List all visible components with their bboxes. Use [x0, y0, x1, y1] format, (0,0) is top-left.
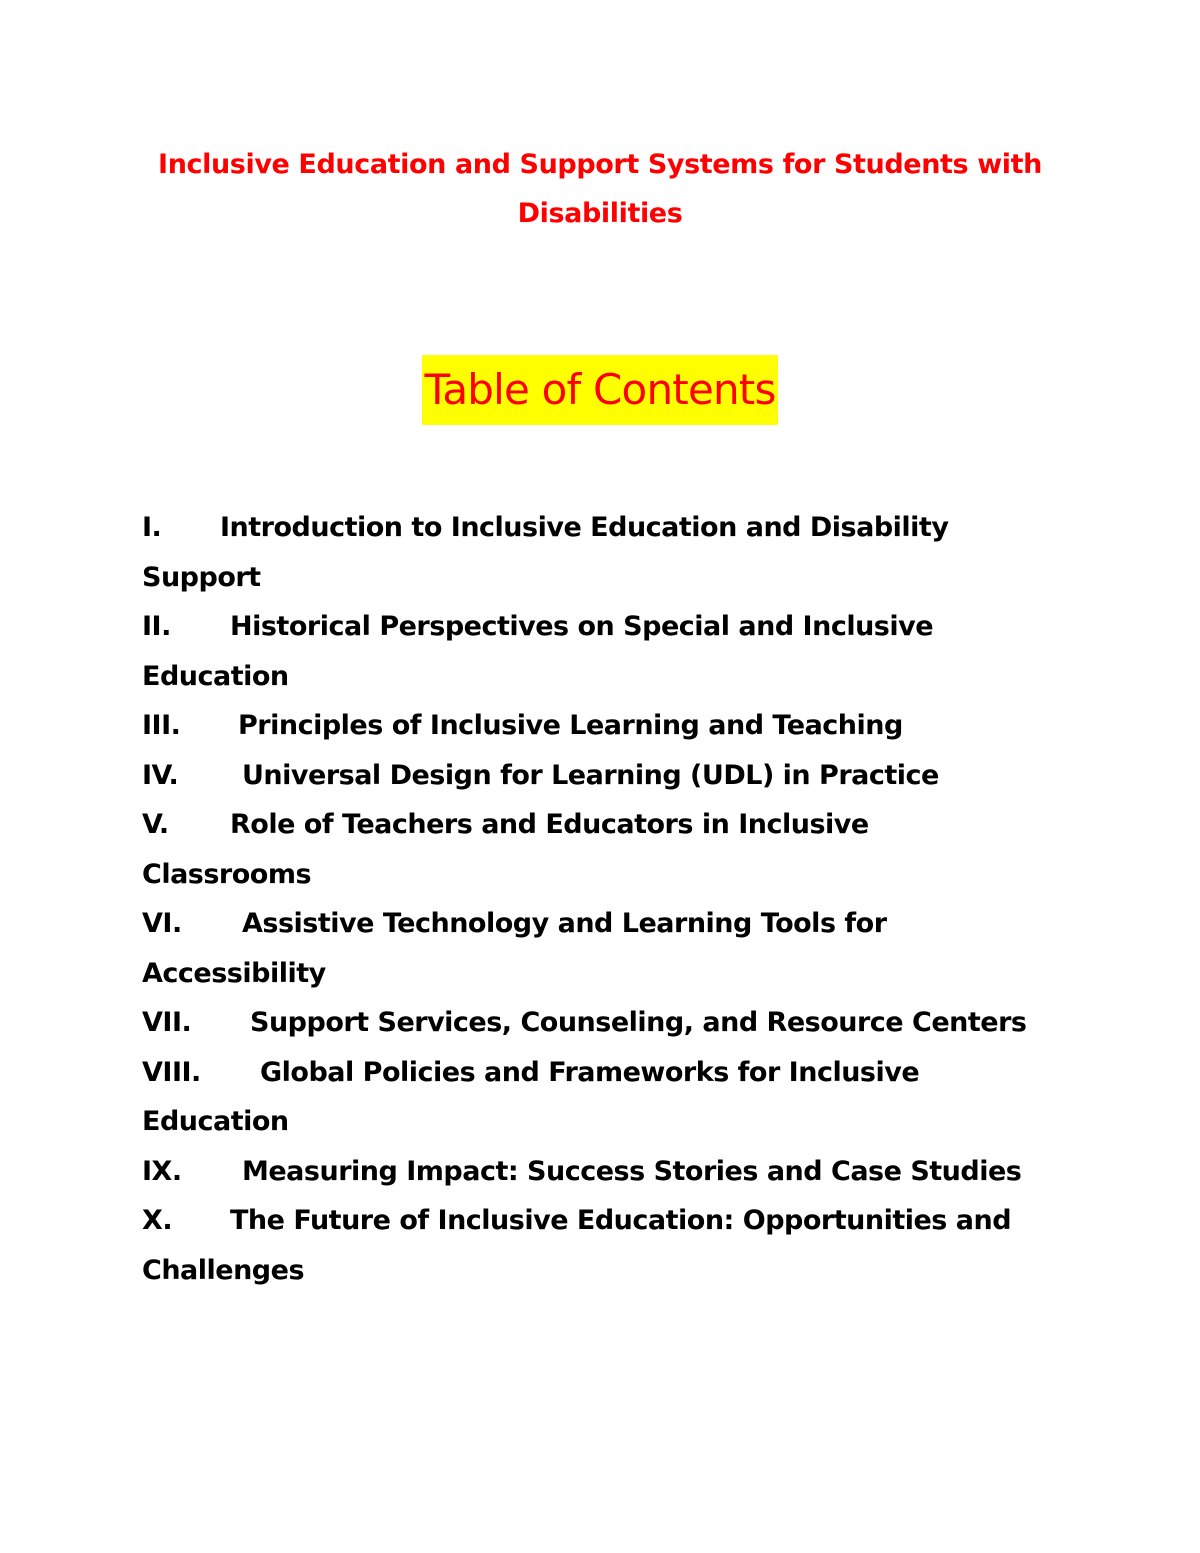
toc-heading-container — [0, 355, 1200, 425]
toc-numeral: VIII. — [142, 1056, 201, 1088]
toc-item-8 — [142, 1048, 1042, 1147]
toc-entry-text: Global Policies and Frameworks for Inclusive Education — [142, 1056, 920, 1137]
toc-item-1 — [142, 503, 1042, 602]
toc-numeral: VI. — [142, 908, 182, 939]
toc-entry-text: Universal Design for Learning (UDL) in Practice — [242, 759, 939, 791]
toc-item-7 — [142, 998, 1042, 1048]
toc-entry-text: The Future of Inclusive Education: Opportunities and Challenges — [142, 1205, 1012, 1286]
toc-numeral: IX. — [142, 1155, 182, 1187]
toc-entry-text: Assistive Technology and Learning Tools for Accessibility — [142, 908, 887, 989]
toc-numeral: V. — [142, 809, 169, 840]
toc-numeral: II. — [142, 611, 171, 642]
toc-entry-text: Support Services, Counseling, and Resource Centers — [250, 1007, 1027, 1038]
toc-numeral: IV. — [142, 759, 179, 791]
toc-heading: Table of Contents — [422, 355, 777, 425]
toc-entry-text: Measuring Impact: Success Stories and Case Studies — [242, 1155, 1022, 1187]
document-title: Inclusive Education and Support Systems for Students with Disabilities — [158, 149, 1042, 229]
toc-entry-text: Principles of Inclusive Learning and Teaching — [238, 710, 903, 741]
toc-numeral: VII. — [142, 1007, 192, 1038]
toc-item-9 — [142, 1147, 1042, 1197]
toc-numeral: I. — [142, 512, 162, 543]
toc-item-4 — [142, 751, 1042, 801]
toc-entry-text: Historical Perspectives on Special and Inclusive Education — [142, 611, 934, 692]
toc-item-5 — [142, 800, 1042, 899]
toc-entry-text: Role of Teachers and Educators in Inclusive Classrooms — [142, 809, 869, 890]
toc-entry-text: Introduction to Inclusive Education and Disability Support — [142, 512, 949, 593]
toc-item-3 — [142, 701, 1042, 751]
toc-item-6 — [142, 899, 1042, 998]
toc-item-10 — [142, 1196, 1042, 1295]
toc-numeral: III. — [142, 710, 181, 741]
toc-item-2 — [142, 602, 1042, 701]
toc-list — [142, 503, 1042, 1295]
toc-numeral: X. — [142, 1205, 173, 1236]
